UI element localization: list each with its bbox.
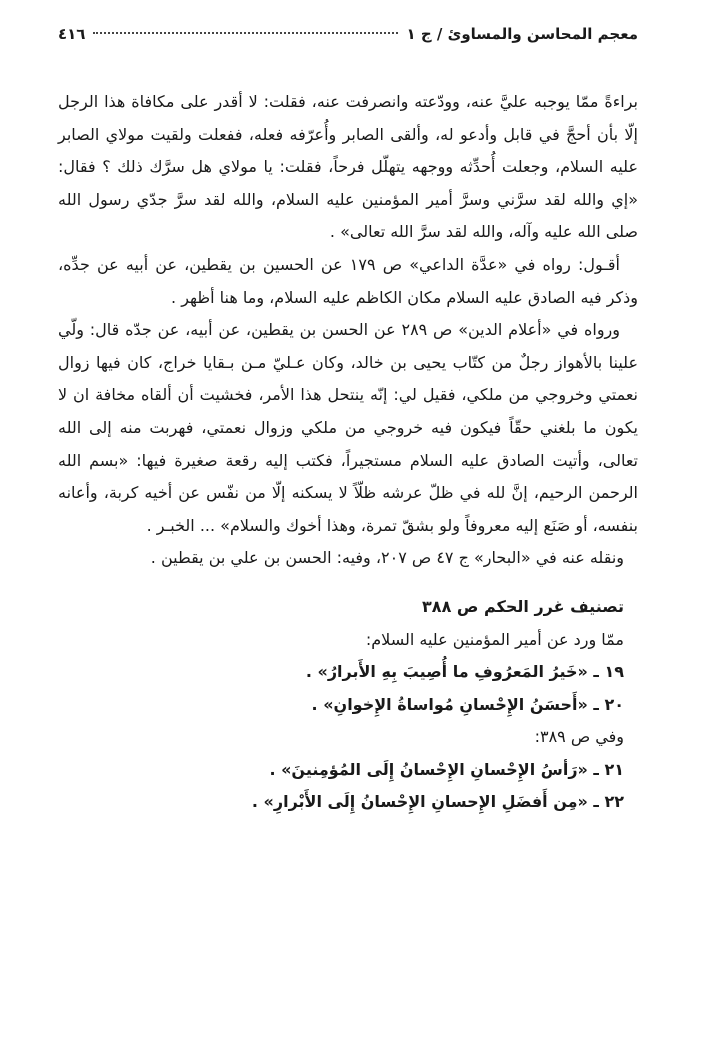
running-header	[58, 22, 638, 50]
ghurar-section	[58, 591, 638, 819]
section-heading: تصنيف غرر الحكم ص ٣٨٨	[422, 596, 624, 616]
hadith-item: ١٩ ـ «خَيرُ المَعرُوفِ ما أُصِيبَ بِهِ الأَبرارُ» .	[305, 662, 624, 682]
paragraph-note-alam: ورواه في «أعلام الدين» ص ٢٨٩ عن الحسن بن يقطين، عن أبيه، عن جدّه قال: ولّي علينا بالأهواز رجلٌ من كتّاب يحيى بن خالد، وكان عـليّ مـن بـقايا خراج، كان فيها زوال نعمتي وخروجي من ملكي، فقيل لي: إنّه ينتحل هذا الأمر، فخشيت أن ألقاه مخافة ان لا يكون ما بلغني حقّاً فيكون فيه خروجي من ملكي وزوال نعمتي، فهربت منه إلى الله تعالى، وأتيت الصادق عليه السلام مستجيراً، فكتب إليه رقعة صغيرة فيها: «بسم الله الرحمن الرحيم، إنَّ لله في ظلّ عرشه ظلّاً لا يسكنه إلّا من نفّس عن أخيه كربة، وأعانه بنفسه، أو صَنَع إليه معروفاً ولو بشقّ تمرة، وهذا أخوك والسلام» ... الخبـر .	[58, 320, 638, 535]
section-intro: ممّا ورد عن أمير المؤمنين عليه السلام:	[365, 629, 624, 649]
hadith-item: ٢٢ ـ «مِن أَفضَلِ الإِحسانِ الإِحْسانُ إِلَى الأَبْرارِ» .	[251, 792, 624, 812]
hadith-item: ٢١ ـ «رَأسُ الإِحْسانِ الإِحْسانُ إِلَى المُؤمِنينَ» .	[269, 759, 624, 779]
paragraph-story: براءةً ممّا يوجبه عليَّ عنه، وودّعته وانصرفت عنه، فقلت: لا أقدر على مكافاة هذا الرجل إلّا بأن أحجَّ في قابل وأدعو له، وألقى الصابر وأُعرّفه فعله، ففعلت ولقيت مولاي الصابر عليه السلام، وجعلت أُحدِّثه ووجهه يتهلّل فرحاً، فقلت: يا مولاي هل سرَّك ذلك ؟ فقال: «إي والله لقد سرَّني وسرَّ أمير المؤمنين عليه السلام، والله لقد سرَّ جدّي رسول الله صلى الله عليه وآله، والله لقد سرَّ الله تعالى» .	[58, 92, 638, 242]
main-text	[58, 86, 638, 575]
leader-dots	[93, 32, 398, 34]
running-title: معجم المحاسن والمساوئ / ج ١	[406, 25, 638, 43]
section-sub-intro: وفي ص ٣٨٩:	[534, 727, 624, 747]
paragraph-note-bihar: ونقله عنه في «البحار» ج ٤٧ ص ٢٠٧، وفيه: الحسن بن علي بن يقطين .	[150, 548, 624, 568]
book-page	[58, 22, 638, 819]
hadith-item: ٢٠ ـ «أَحسَنُ الإِحْسانِ مُواساةُ الإِخوانِ» .	[311, 694, 624, 714]
paragraph-note-udda: أقـول: رواه في «عدَّة الداعي» ص ١٧٩ عن الحسين بن يقطين، عن أبيه عن جدِّه، وذكر فيه الصادق عليه السلام مكان الكاظم عليه السلام، وما هنا أظهر .	[58, 254, 638, 307]
page-number: ٤١٦	[58, 25, 86, 43]
